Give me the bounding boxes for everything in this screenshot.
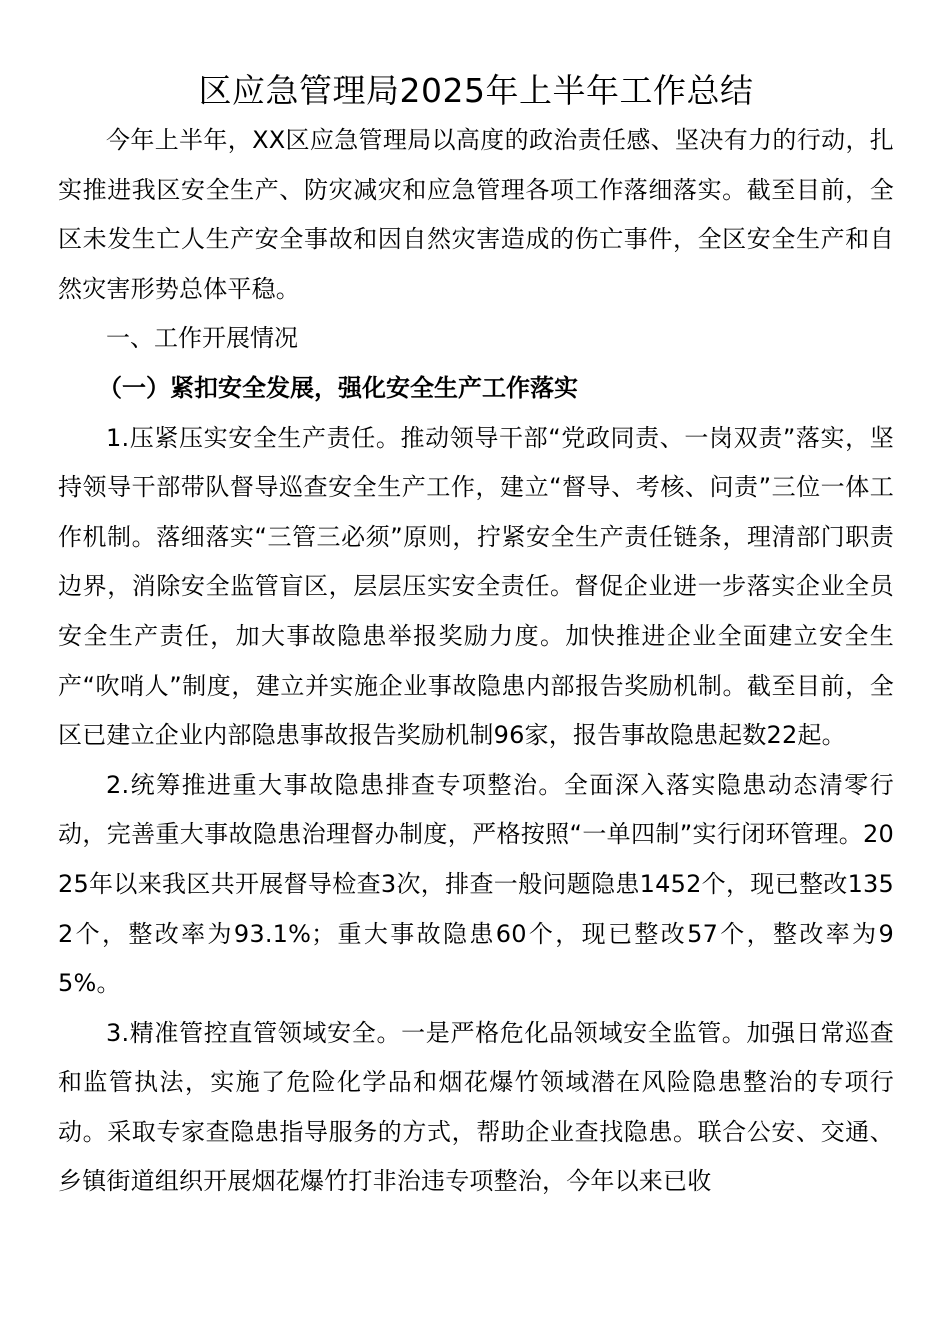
paragraph-item-3: 3.精准管控直管领域安全。一是严格危化品领域安全监管。加强日常巡查和监管执法，实施了危险化学品和烟花爆竹领域潜在风险隐患整治的专项行动。采取专家查隐患指导服务的方式，帮助企业查找隐患。联合公安、交通、乡镇街道组织开展烟花爆竹打非治违专项整治，今年以来已收 [58, 1018, 894, 1196]
document-page [58, 66, 894, 1207]
document-title: 区应急管理局2025年上半年工作总结 [198, 71, 754, 110]
section-heading-work-progress: 一、工作开展情况 [106, 324, 298, 353]
intro-paragraph: 今年上半年，XX区应急管理局以高度的政治责任感、坚决有力的行动，扎实推进我区安全生产、防灾减灾和应急管理各项工作落细落实。截至目前，全区未发生亡人生产安全事故和因自然灾害造成的伤亡事件，全区安全生产和自然灾害形势总体平稳。 [58, 126, 894, 303]
subsection-heading-safety-production: （一）紧扣安全发展，强化安全生产工作落实 [98, 373, 578, 402]
paragraph-item-1: 1.压紧压实安全生产责任。推动领导干部“党政同责、一岗双责”落实，坚持领导干部带队督导巡查安全生产工作，建立“督导、考核、问责”三位一体工作机制。落细落实“三管三必须”原则，拧紧安全生产责任链条，理清部门职责边界，消除安全监管盲区，层层压实安全责任。督促企业进一步落实企业全员安全生产责任，加大事故隐患举报奖励力度。加快推进企业全面建立安全生产“吹哨人”制度，建立并实施企业事故隐患内部报告奖励机制。截至目前，全区已建立企业内部隐患事故报告奖励机制96家，报告事故隐患起数22起。 [58, 423, 894, 750]
paragraph-item-2: 2.统筹推进重大事故隐患排查专项整治。全面深入落实隐患动态清零行动，完善重大事故隐患治理督办制度，严格按照“一单四制”实行闭环管理。2025年以来我区共开展督导检查3次，排查一般问题隐患1452个，现已整改1352个，整改率为93.1%；重大事故隐患60个，现已整改57个，整改率为95%。 [58, 770, 894, 998]
